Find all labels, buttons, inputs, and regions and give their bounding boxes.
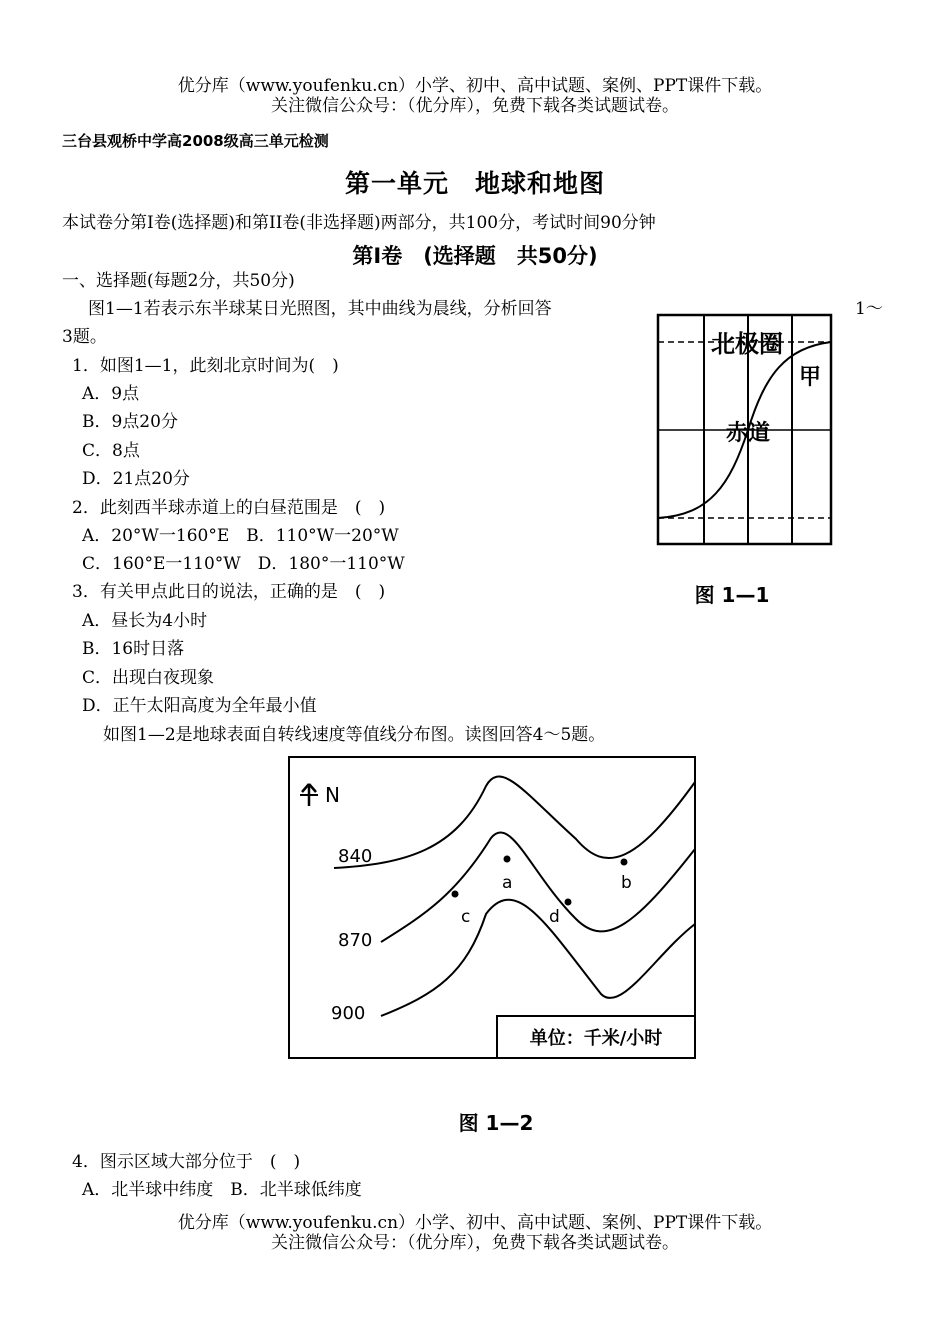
q4-options-ab: A．北半球中纬度 B．北半球低纬度 [82, 1180, 362, 1200]
section-heading: 一、选择题(每题2分，共50分) [62, 271, 295, 291]
q3-option-a: A．昼长为4小时 [82, 611, 208, 631]
header-line-2: 关注微信公众号：（优分库），免费下载各类试题试卷。 [271, 96, 679, 116]
q2-stem: 2．此刻西半球赤道上的白昼范围是 ( ) [72, 498, 386, 518]
unit-label: 单位：千米/小时 [529, 1028, 663, 1049]
footer-line-2: 关注微信公众号：（优分库），免费下载各类试题试卷。 [271, 1233, 679, 1253]
volume-title: 第I卷 (选择题 共50分) [352, 244, 598, 268]
point-c-marker [452, 891, 459, 898]
figure-1-2-caption: 图 1—2 [458, 1111, 534, 1135]
label-equator: 赤道 [725, 421, 771, 446]
q1-option-d: D．21点20分 [82, 469, 190, 489]
figure-1-1-illumination [650, 310, 840, 610]
question-range-start: 1～ [855, 299, 883, 319]
point-a-marker [504, 856, 511, 863]
q2-options-ab: A．20°W一160°E B．110°W一20°W [82, 526, 399, 546]
point-a-label: a [502, 873, 513, 893]
point-d-marker [565, 899, 572, 906]
contour-label-900: 900 [331, 1003, 366, 1024]
contour-label-870: 870 [338, 930, 373, 951]
point-c-label: c [461, 907, 471, 927]
q1-option-b: B．9点20分 [82, 412, 178, 432]
q4-stem: 4．图示区域大部分位于 ( ) [72, 1152, 301, 1172]
contour-label-840: 840 [338, 846, 373, 867]
q3-stem: 3．有关甲点此日的说法，正确的是 ( ) [72, 582, 386, 602]
question-stem-4-5: 如图1—2是地球表面自转线速度等值线分布图。读图回答4～5题。 [103, 725, 606, 745]
exam-intro: 本试卷分第I卷(选择题)和第II卷(非选择题)两部分，共100分，考试时间90分钟 [62, 213, 656, 233]
north-label: N [325, 783, 340, 807]
label-point-jia: 甲 [798, 365, 822, 390]
q1-option-c: C．8点 [82, 441, 140, 461]
footer-line-1: 优分库（www.youfenku.cn）小学、初中、高中试题、案例、PPT课件下载。 [177, 1213, 773, 1233]
point-b-label: b [621, 873, 632, 893]
point-b-marker [621, 859, 628, 866]
school-name: 三台县观桥中学高2008级高三单元检测 [62, 132, 329, 150]
q3-option-b: B．16时日落 [82, 639, 185, 659]
figure-1-2-contours [286, 754, 700, 1144]
question-stem-1-3: 图1—1若表示东半球某日光照图，其中曲线为晨线，分析回答 [88, 299, 552, 319]
q1-stem: 1．如图1—1，此刻北京时间为( ) [72, 356, 339, 376]
q2-options-cd: C．160°E一110°W D．180°一110°W [82, 554, 405, 574]
header-line-1: 优分库（www.youfenku.cn）小学、初中、高中试题、案例、PPT课件下载。 [177, 76, 773, 96]
q3-option-c: C．出现白夜现象 [82, 668, 215, 688]
q3-option-d: D．正午太阳高度为全年最小值 [82, 696, 317, 716]
label-arctic-circle: 北极圈 [711, 330, 783, 358]
page-title: 第一单元 地球和地图 [344, 169, 605, 198]
figure-1-1-caption: 图 1—1 [694, 583, 770, 607]
question-range-end: 3题。 [62, 327, 107, 347]
point-d-label: d [549, 907, 560, 927]
q1-option-a: A．9点 [82, 384, 140, 404]
